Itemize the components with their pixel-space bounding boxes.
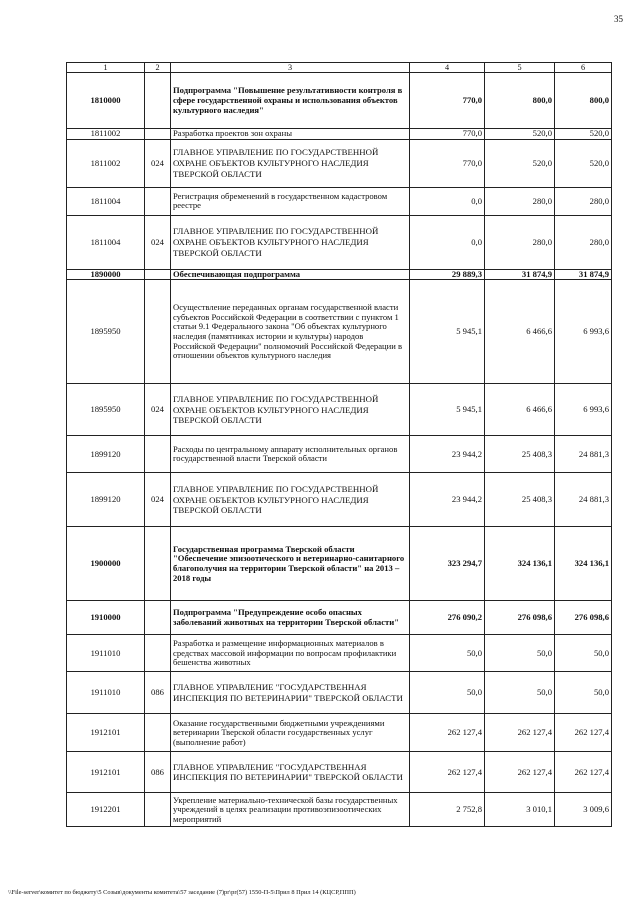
code-cell: 1811004 <box>67 187 145 215</box>
code-cell: 1910000 <box>67 601 145 635</box>
column-header: 2 <box>145 63 171 73</box>
value-col4-cell: 23 944,2 <box>410 473 485 527</box>
file-path-footer: \\File-server\комитет по бюджету\5 Созыв\документы комитета\57 заседание (7)pr\pr(57) 1550-П-5\Прил 8 Прил 14 (КЦСР,ППП) <box>8 889 356 896</box>
value-col4-cell: 50,0 <box>410 672 485 714</box>
column-header: 6 <box>555 63 612 73</box>
value-col4-cell: 262 127,4 <box>410 714 485 752</box>
value-col4-cell: 5 945,1 <box>410 384 485 436</box>
name-cell: ГЛАВНОЕ УПРАВЛЕНИЕ ПО ГОСУДАРСТВЕННОЙ ОХРАНЕ ОБЪЕКТОВ КУЛЬТУРНОГО НАСЛЕДИЯ ТВЕРСКОЙ ОБЛАСТИ <box>171 384 410 436</box>
table-row <box>67 280 612 384</box>
subcode-cell <box>145 635 171 672</box>
name-cell: Подпрограмма "Повышение результативности контроля в сфере государственной охраны и использования объектов культурного наследия" <box>171 73 410 129</box>
subcode-cell: 024 <box>145 215 171 269</box>
value-col5-cell: 25 408,3 <box>485 473 555 527</box>
value-col4-cell: 0,0 <box>410 187 485 215</box>
value-col6-cell: 280,0 <box>555 187 612 215</box>
code-cell: 1811002 <box>67 129 145 140</box>
value-col6-cell: 6 993,6 <box>555 384 612 436</box>
column-header: 3 <box>171 63 410 73</box>
table-row <box>67 527 612 601</box>
value-col6-cell: 6 993,6 <box>555 280 612 384</box>
subcode-cell: 024 <box>145 473 171 527</box>
value-col5-cell: 31 874,9 <box>485 269 555 280</box>
value-col5-cell: 280,0 <box>485 187 555 215</box>
code-cell: 1810000 <box>67 73 145 129</box>
subcode-cell <box>145 714 171 752</box>
subcode-cell <box>145 129 171 140</box>
table-row <box>67 269 612 280</box>
table-row <box>67 752 612 793</box>
column-header: 1 <box>67 63 145 73</box>
value-col4-cell: 23 944,2 <box>410 436 485 473</box>
value-col5-cell: 6 466,6 <box>485 384 555 436</box>
subcode-cell <box>145 73 171 129</box>
name-cell: ГЛАВНОЕ УПРАВЛЕНИЕ "ГОСУДАРСТВЕННАЯ ИНСПЕКЦИЯ ПО ВЕТЕРИНАРИИ" ТВЕРСКОЙ ОБЛАСТИ <box>171 752 410 793</box>
value-col5-cell: 280,0 <box>485 215 555 269</box>
value-col4-cell: 276 090,2 <box>410 601 485 635</box>
code-cell: 1895950 <box>67 280 145 384</box>
code-cell: 1890000 <box>67 269 145 280</box>
name-cell: Регистрация обременений в государственном кадастровом реестре <box>171 187 410 215</box>
value-col5-cell: 324 136,1 <box>485 527 555 601</box>
name-cell: Разработка и размещение информационных материалов в средствах массовой информации по вопросам профилактики бешенства животных <box>171 635 410 672</box>
value-col4-cell: 0,0 <box>410 215 485 269</box>
value-col5-cell: 520,0 <box>485 139 555 187</box>
table-row <box>67 601 612 635</box>
value-col5-cell: 50,0 <box>485 672 555 714</box>
code-cell: 1911010 <box>67 672 145 714</box>
value-col6-cell: 3 009,6 <box>555 793 612 827</box>
value-col6-cell: 520,0 <box>555 129 612 140</box>
value-col5-cell: 3 010,1 <box>485 793 555 827</box>
value-col6-cell: 520,0 <box>555 139 612 187</box>
table-row <box>67 714 612 752</box>
name-cell: Обеспечивающая подпрограмма <box>171 269 410 280</box>
value-col5-cell: 520,0 <box>485 129 555 140</box>
subcode-cell <box>145 436 171 473</box>
value-col6-cell: 24 881,3 <box>555 473 612 527</box>
table-row <box>67 73 612 129</box>
value-col5-cell: 276 098,6 <box>485 601 555 635</box>
code-cell: 1912201 <box>67 793 145 827</box>
table-row <box>67 384 612 436</box>
name-cell: ГЛАВНОЕ УПРАВЛЕНИЕ ПО ГОСУДАРСТВЕННОЙ ОХРАНЕ ОБЪЕКТОВ КУЛЬТУРНОГО НАСЛЕДИЯ ТВЕРСКОЙ ОБЛАСТИ <box>171 139 410 187</box>
value-col4-cell: 50,0 <box>410 635 485 672</box>
table-header-row <box>67 63 612 73</box>
table-row <box>67 436 612 473</box>
value-col6-cell: 24 881,3 <box>555 436 612 473</box>
value-col4-cell: 29 889,3 <box>410 269 485 280</box>
code-cell: 1899120 <box>67 436 145 473</box>
budget-table <box>66 62 612 827</box>
subcode-cell <box>145 793 171 827</box>
subcode-cell: 086 <box>145 672 171 714</box>
value-col6-cell: 262 127,4 <box>555 752 612 793</box>
value-col5-cell: 6 466,6 <box>485 280 555 384</box>
name-cell: Разработка проектов зон охраны <box>171 129 410 140</box>
name-cell: Оказание государственными бюджетными учреждениями ветеринарии Тверской области государственных услуг (выполнение работ) <box>171 714 410 752</box>
subcode-cell <box>145 269 171 280</box>
value-col5-cell: 800,0 <box>485 73 555 129</box>
subcode-cell: 086 <box>145 752 171 793</box>
table-row <box>67 215 612 269</box>
table-row <box>67 187 612 215</box>
table-row <box>67 635 612 672</box>
value-col6-cell: 280,0 <box>555 215 612 269</box>
code-cell: 1811002 <box>67 139 145 187</box>
subcode-cell: 024 <box>145 139 171 187</box>
name-cell: ГЛАВНОЕ УПРАВЛЕНИЕ ПО ГОСУДАРСТВЕННОЙ ОХРАНЕ ОБЪЕКТОВ КУЛЬТУРНОГО НАСЛЕДИЯ ТВЕРСКОЙ ОБЛАСТИ <box>171 473 410 527</box>
column-header: 5 <box>485 63 555 73</box>
subcode-cell <box>145 187 171 215</box>
value-col5-cell: 262 127,4 <box>485 752 555 793</box>
table-row <box>67 793 612 827</box>
code-cell: 1912101 <box>67 752 145 793</box>
value-col6-cell: 800,0 <box>555 73 612 129</box>
value-col5-cell: 25 408,3 <box>485 436 555 473</box>
table-row <box>67 139 612 187</box>
value-col4-cell: 5 945,1 <box>410 280 485 384</box>
code-cell: 1895950 <box>67 384 145 436</box>
table-row <box>67 672 612 714</box>
code-cell: 1911010 <box>67 635 145 672</box>
name-cell: Государственная программа Тверской области "Обеспечение эпизоотического и ветеринарно-санитарного благополучия на территории Тверской области" на 2013 – 2018 годы <box>171 527 410 601</box>
value-col4-cell: 770,0 <box>410 139 485 187</box>
value-col5-cell: 50,0 <box>485 635 555 672</box>
table-row <box>67 129 612 140</box>
code-cell: 1899120 <box>67 473 145 527</box>
value-col6-cell: 324 136,1 <box>555 527 612 601</box>
value-col4-cell: 323 294,7 <box>410 527 485 601</box>
name-cell: ГЛАВНОЕ УПРАВЛЕНИЕ ПО ГОСУДАРСТВЕННОЙ ОХРАНЕ ОБЪЕКТОВ КУЛЬТУРНОГО НАСЛЕДИЯ ТВЕРСКОЙ ОБЛАСТИ <box>171 215 410 269</box>
subcode-cell <box>145 280 171 384</box>
column-header: 4 <box>410 63 485 73</box>
value-col6-cell: 262 127,4 <box>555 714 612 752</box>
value-col6-cell: 50,0 <box>555 635 612 672</box>
value-col4-cell: 770,0 <box>410 73 485 129</box>
subcode-cell <box>145 527 171 601</box>
value-col4-cell: 2 752,8 <box>410 793 485 827</box>
subcode-cell <box>145 601 171 635</box>
code-cell: 1912101 <box>67 714 145 752</box>
value-col6-cell: 31 874,9 <box>555 269 612 280</box>
code-cell: 1900000 <box>67 527 145 601</box>
value-col4-cell: 770,0 <box>410 129 485 140</box>
value-col4-cell: 262 127,4 <box>410 752 485 793</box>
name-cell: Укрепление материально-технической базы государственных учреждений в целях реализации противоэпизоотических мероприятий <box>171 793 410 827</box>
code-cell: 1811004 <box>67 215 145 269</box>
name-cell: Расходы по центральному аппарату исполнительных органов государственной власти Тверской области <box>171 436 410 473</box>
name-cell: Осуществление переданных органам государственной власти субъектов Российской Федерации в соответствии с пунктом 1 статьи 9.1 Федерального закона "Об объектах культурного наследия (памятниках истории и культуры) народов Российской Федерации" полномочий Российской Федерации в отношении объектов культурного наследия <box>171 280 410 384</box>
name-cell: Подпрограмма "Предупреждение особо опасных заболеваний животных на территории Тверской области" <box>171 601 410 635</box>
value-col5-cell: 262 127,4 <box>485 714 555 752</box>
value-col6-cell: 276 098,6 <box>555 601 612 635</box>
page-number: 35 <box>614 14 623 24</box>
subcode-cell: 024 <box>145 384 171 436</box>
value-col6-cell: 50,0 <box>555 672 612 714</box>
name-cell: ГЛАВНОЕ УПРАВЛЕНИЕ "ГОСУДАРСТВЕННАЯ ИНСПЕКЦИЯ ПО ВЕТЕРИНАРИИ" ТВЕРСКОЙ ОБЛАСТИ <box>171 672 410 714</box>
table-row <box>67 473 612 527</box>
